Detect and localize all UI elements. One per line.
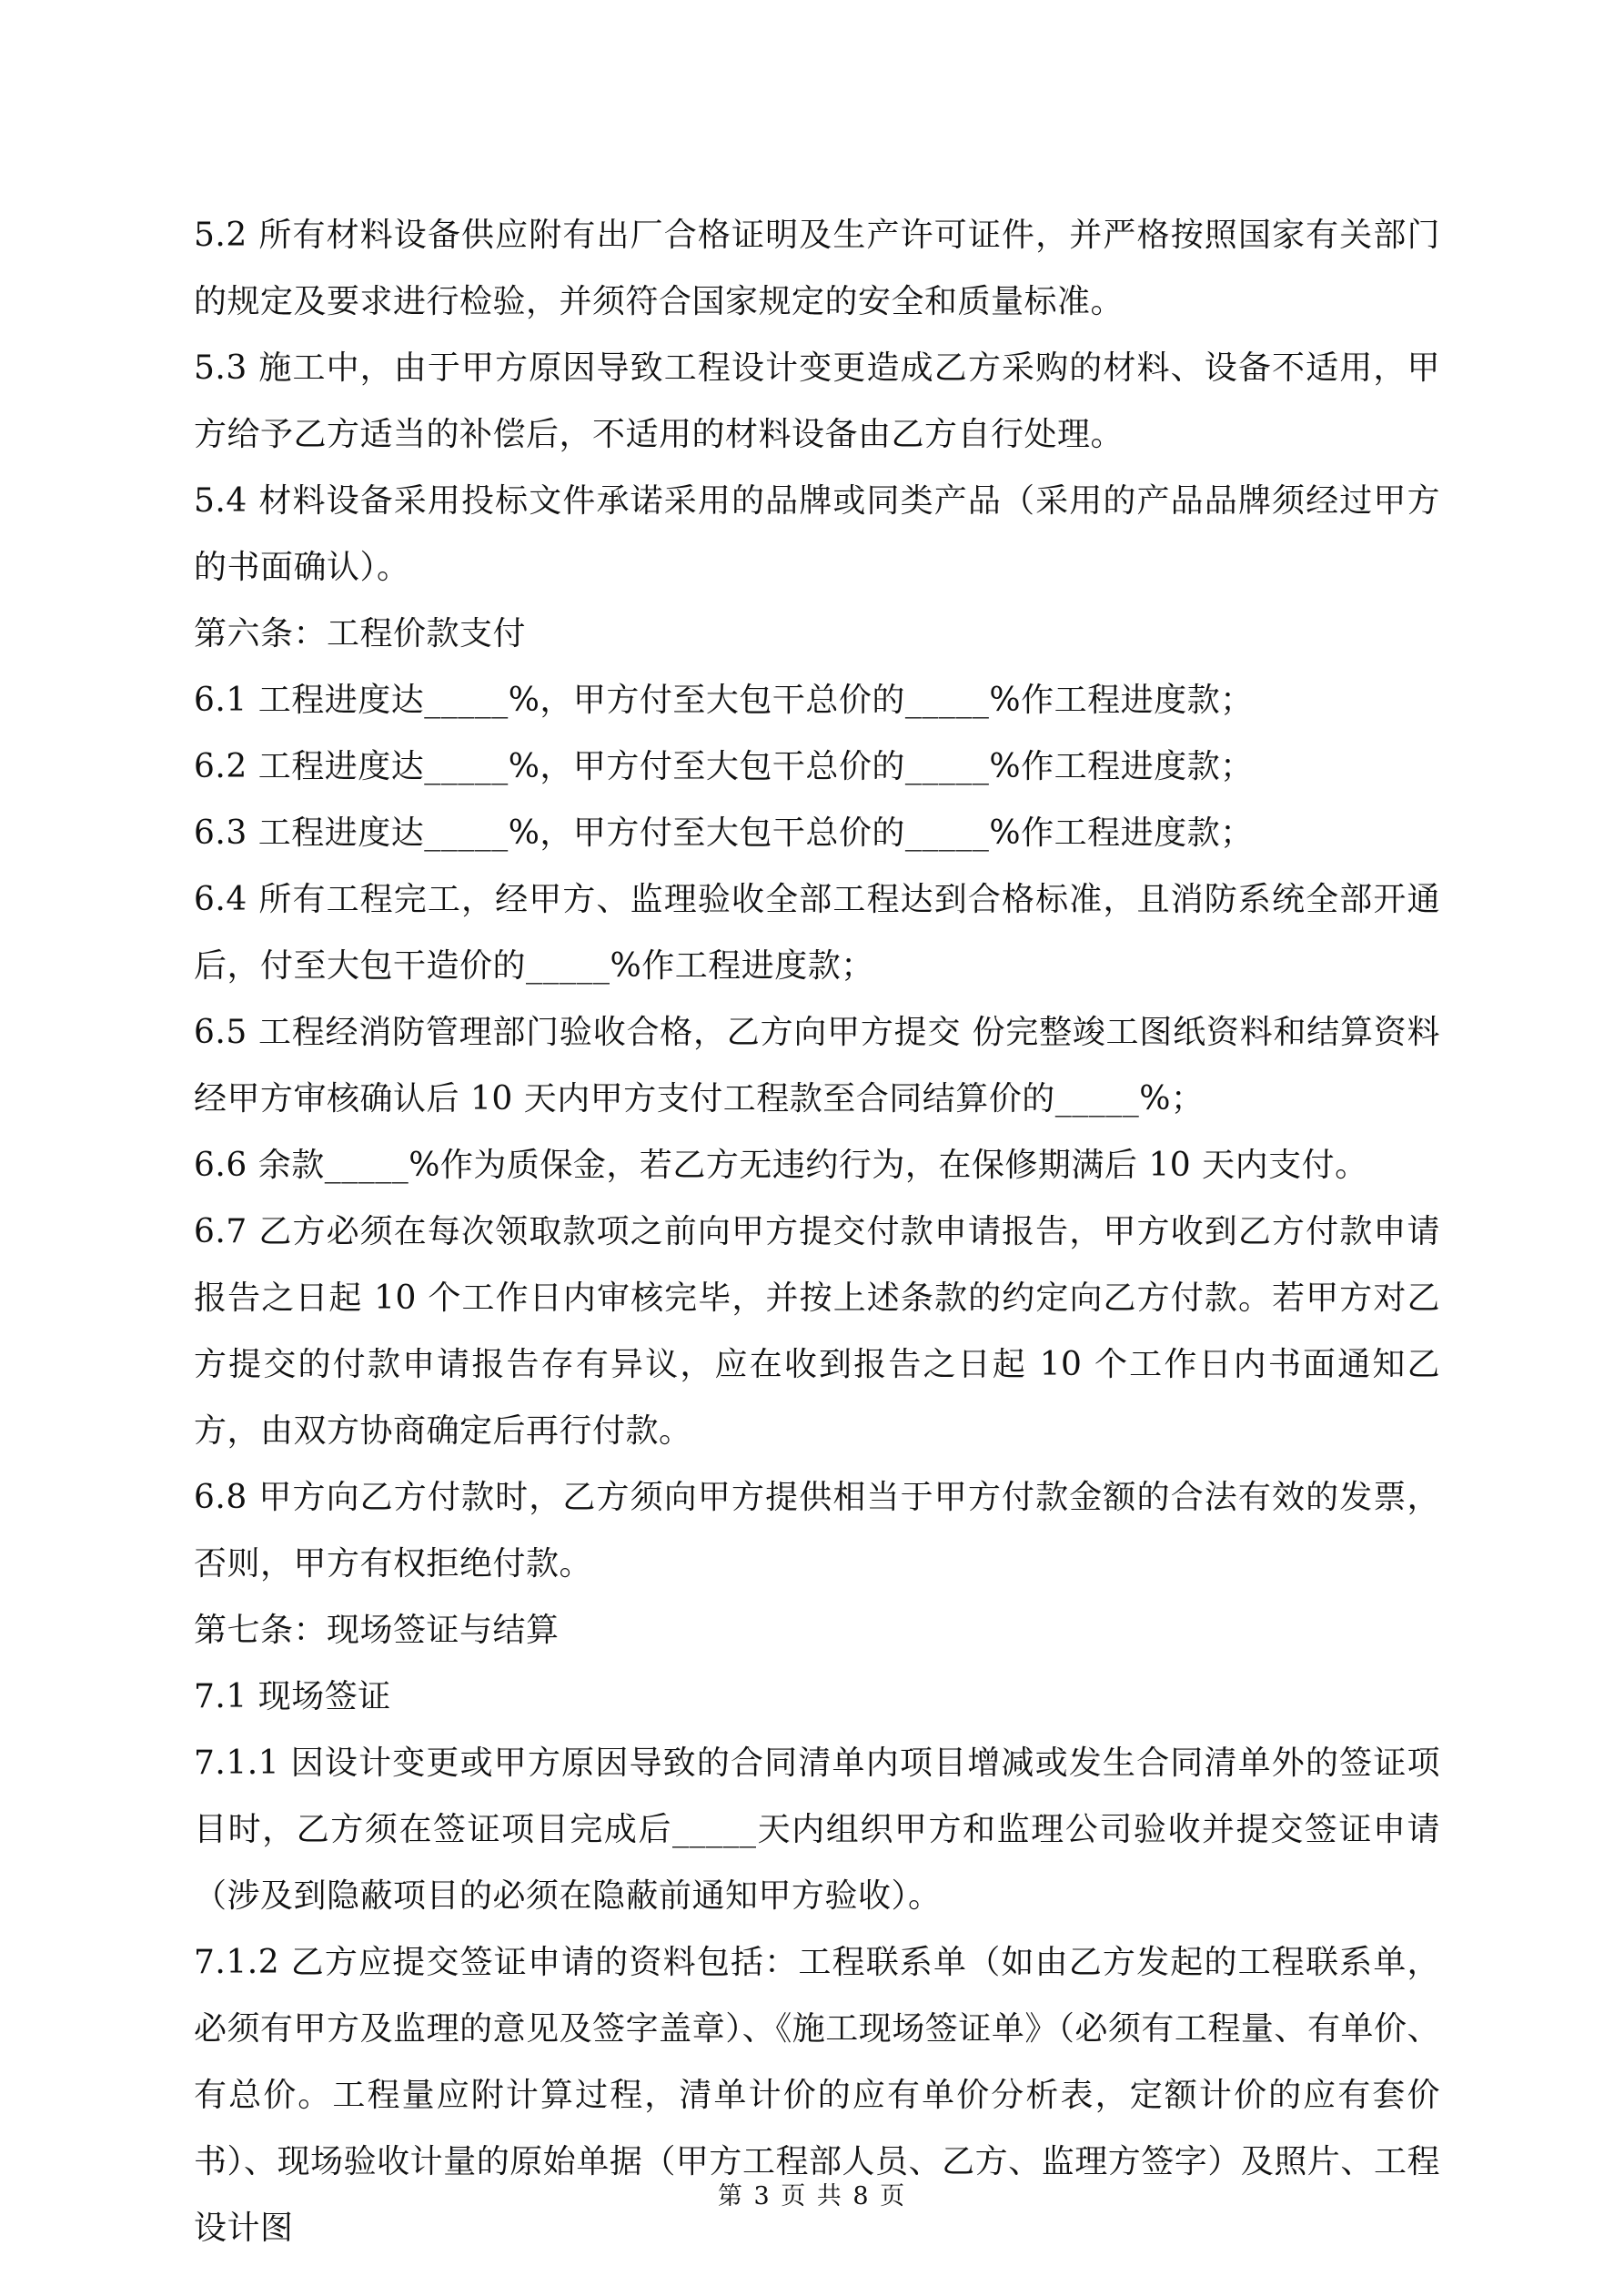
clause-7-1-1: 7.1.1 因设计变更或甲方原因导致的合同清单内项目增减或发生合同清单外的签证项目时，乙方须在签证项目完成后_____天内组织甲方和监理公司验收并提交签证申请（涉及到隐蔽项目的必须在隐蔽前通知甲方验收）。 [194,1745,1440,1915]
document-body [194,202,1440,2261]
clause-7-1: 7.1 现场签证 [194,1678,391,1715]
clause-5-3: 5.3 施工中，由于甲方原因导致工程设计变更造成乙方采购的材料、设备不适用，甲方给予乙方适当的补偿后，不适用的材料设备由乙方自行处理。 [194,349,1440,453]
clause-6-7: 6.7 乙方必须在每次领取款项之前向甲方提交付款申请报告，甲方收到乙方付款申请报告之日起 10 个工作日内审核完毕，并按上述条款的约定向乙方付款。若甲方对乙方提交的付款申请报告存有异议，应在收到报告之日起 10 个工作日内书面通知乙方，由双方协商确定后再行付款。 [194,1213,1440,1450]
clause-6-3: 6.3 工程进度达_____%，甲方付至大包干总价的_____%作工程进度款； [194,814,1254,852]
clause-6-5: 6.5 工程经消防管理部门验收合格，乙方向甲方提交 份完整竣工图纸资料和结算资料经甲方审核确认后 10 天内甲方支付工程款至合同结算价的_____%； [194,1014,1440,1118]
clause-6-1: 6.1 工程进度达_____%，甲方付至大包干总价的_____%作工程进度款； [194,682,1254,719]
section-heading-article-6: 第六条：工程价款支付 [194,615,527,652]
section-heading-article-7: 第七条：现场签证与结算 [194,1612,560,1649]
clause-7-1-2: 7.1.2 乙方应提交签证申请的资料包括：工程联系单（如由乙方发起的工程联系单，必须有甲方及监理的意见及签字盖章）、《施工现场签证单》（必须有工程量、有单价、有总价。工程量应附计算过程，清单计价的应有单价分析表，定额计价的应有套价书）、现场验收计量的原始单据（甲方工程部人员、乙方、监理方签字）及照片、工程设计图 [194,1944,1440,2247]
clause-5-4: 5.4 材料设备采用投标文件承诺采用的品牌或同类产品（采用的产品品牌须经过甲方的书面确认）。 [194,482,1440,586]
clause-6-2: 6.2 工程进度达_____%，甲方付至大包干总价的_____%作工程进度款； [194,748,1254,785]
clause-6-6: 6.6 余款_____%作为质保金，若乙方无违约行为，在保修期满后 10 天内支付。 [194,1147,1368,1184]
clause-6-8: 6.8 甲方向乙方付款时，乙方须向甲方提供相当于甲方付款金额的合法有效的发票，否则，甲方有权拒绝付款。 [194,1479,1440,1583]
clause-5-2: 5.2 所有材料设备供应附有出厂合格证明及生产许可证件，并严格按照国家有关部门的规定及要求进行检验，并须符合国家规定的安全和质量标准。 [194,217,1440,320]
clause-6-4: 6.4 所有工程完工，经甲方、监理验收全部工程达到合格标准，且消防系统全部开通后，付至大包干造价的_____%作工程进度款； [194,881,1440,985]
page-number-footer: 第 3 页 共 8 页 [717,2182,907,2210]
